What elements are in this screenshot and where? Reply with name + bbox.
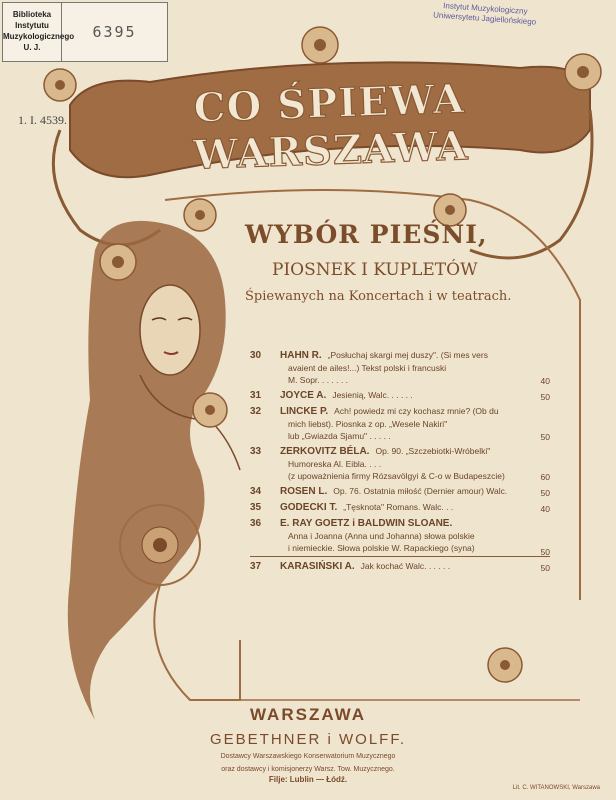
entry-price: 40 <box>540 376 550 386</box>
list-item <box>250 560 550 573</box>
entry-extra-line: avaient de ailes!...) Tekst polski i francuski <box>288 363 447 373</box>
entry-composer: JOYCE A. <box>280 390 327 401</box>
library-label-text: Biblioteka Instytutu Muzykologicznego U. J. <box>3 3 62 61</box>
entry-description: Op. 90. „Szczebiotki-Wróbelki" <box>375 446 491 456</box>
entry-row <box>250 501 550 514</box>
entry-extra-line: (z upoważnienia firmy Rózsavölgyi & C-o w Budapeszcie) <box>288 471 505 481</box>
entry-price: 50 <box>540 547 550 557</box>
flower-bottom-right <box>488 648 522 682</box>
divider <box>250 556 550 557</box>
entry-composer: ROSEN L. <box>280 486 328 497</box>
entry-composer: LINCKE P. <box>280 406 329 417</box>
entry-price: 50 <box>540 392 550 402</box>
flower-mid-left <box>184 199 216 231</box>
entry-price: 60 <box>540 472 550 482</box>
entry-extra-line: Anna i Joanna (Anna und Johanna) słowa polskie <box>288 531 475 541</box>
entry-extra-line: i niemieckie. Słowa polskie W. Rapackiego (syna) <box>288 543 475 553</box>
publisher-name: GEBETHNER i WOLFF. <box>209 731 406 748</box>
publisher-note-1: Dostawcy Warszawskiego Konserwatorium Muzycznego <box>220 753 396 760</box>
stem-ornament <box>154 585 240 700</box>
library-label <box>2 2 168 62</box>
entry-price: 50 <box>540 488 550 498</box>
entry-description: „Tęsknota" Romans. Walc. . . <box>343 502 454 512</box>
page-title: CO ŚPIEWA WARSZAWA <box>192 75 470 179</box>
flower-top-left <box>44 69 76 101</box>
entry-price: 50 <box>540 432 550 442</box>
entry-number: 36 <box>250 518 262 529</box>
flower-hair <box>100 244 136 280</box>
entry-composer: HAHN R. <box>280 350 322 361</box>
face <box>140 285 200 375</box>
entry-extra-line: lub „Gwiazda Sjamu" . . . . . <box>288 431 391 441</box>
publisher-city: WARSZAWA <box>249 705 367 724</box>
flower-side <box>193 393 227 427</box>
entry-description: Jesienią, Walc. . . . . . <box>332 390 413 400</box>
list-item <box>250 445 550 482</box>
hair-silhouette <box>68 221 226 720</box>
list-item <box>250 501 550 514</box>
entry-price: 40 <box>540 504 550 514</box>
entry-description: „Posłuchaj skargi mej duszy". (Si mes vers <box>327 350 488 360</box>
publisher-branches: Filje: Lublin — Łódź. <box>268 775 348 784</box>
subtitle: WYBÓR PIEŚNI, <box>245 220 488 249</box>
entry-number: 33 <box>250 446 262 457</box>
entry-row <box>250 389 550 402</box>
entry-price: 50 <box>540 563 550 573</box>
entry-extra-line: Humoreska Al. Eibla. . . . <box>288 459 382 469</box>
entry-description: Jak kochać Walc. . . . . . <box>360 561 451 571</box>
entry-row <box>250 405 550 418</box>
flower-top-right <box>565 54 601 90</box>
entry-description: Op. 76. Ostatnia miłość (Dernier amour) Walc. <box>333 486 508 496</box>
entry-extra-line: M. Sopr. . . . . . . <box>288 375 348 385</box>
publisher-note-2: oraz dostawcy i komisjonerzy Warsz. Tow. Muzycznego. <box>221 766 395 773</box>
library-label-number: 6395 <box>92 23 137 41</box>
entry-number: 30 <box>250 350 262 361</box>
entry-number: 37 <box>250 561 262 572</box>
list-item <box>250 517 550 557</box>
flower-top-center <box>302 27 338 63</box>
printer-credit: Lit. C. WITANOWSKI, Warszawa <box>512 785 600 791</box>
entry-row <box>250 349 550 362</box>
entry-row <box>250 517 550 530</box>
institute-stamp: Instytut Muzykologiczny Uniwersytetu Jagiellońskiego <box>432 1 537 27</box>
list-item <box>250 485 550 498</box>
entry-composer: GODECKI T. <box>280 502 338 513</box>
song-list <box>250 349 550 576</box>
entry-row <box>250 445 550 458</box>
entry-composer: E. RAY GOETZ i BALDWIN SLOANE. <box>280 518 453 529</box>
entry-number: 35 <box>250 502 262 513</box>
entry-composer: ZERKOVITZ BÉLA. <box>280 446 370 457</box>
list-item <box>250 389 550 402</box>
list-item <box>250 405 550 442</box>
entry-number: 34 <box>250 486 262 497</box>
entry-row <box>250 560 550 573</box>
publisher-block <box>0 705 616 784</box>
subtitle-secondary: PIOSNEK I KUPLETÓW <box>272 260 478 280</box>
entry-extra-line: mich liebst). Piosnka z op. „Wesele Nakiri" <box>288 419 448 429</box>
list-item <box>250 349 550 386</box>
entry-number: 31 <box>250 390 262 401</box>
pencil-catalog-mark: 1. I. 4539. <box>18 113 67 127</box>
entry-composer: KARASIŃSKI A. <box>280 561 355 572</box>
entry-row <box>250 485 550 498</box>
entry-number: 32 <box>250 406 262 417</box>
entry-description: Ach! powiedz mi czy kochasz mnie? (Ob du <box>334 406 499 416</box>
subtitle-tertiary: Śpiewanych na Koncertach i w teatrach. <box>245 289 512 304</box>
